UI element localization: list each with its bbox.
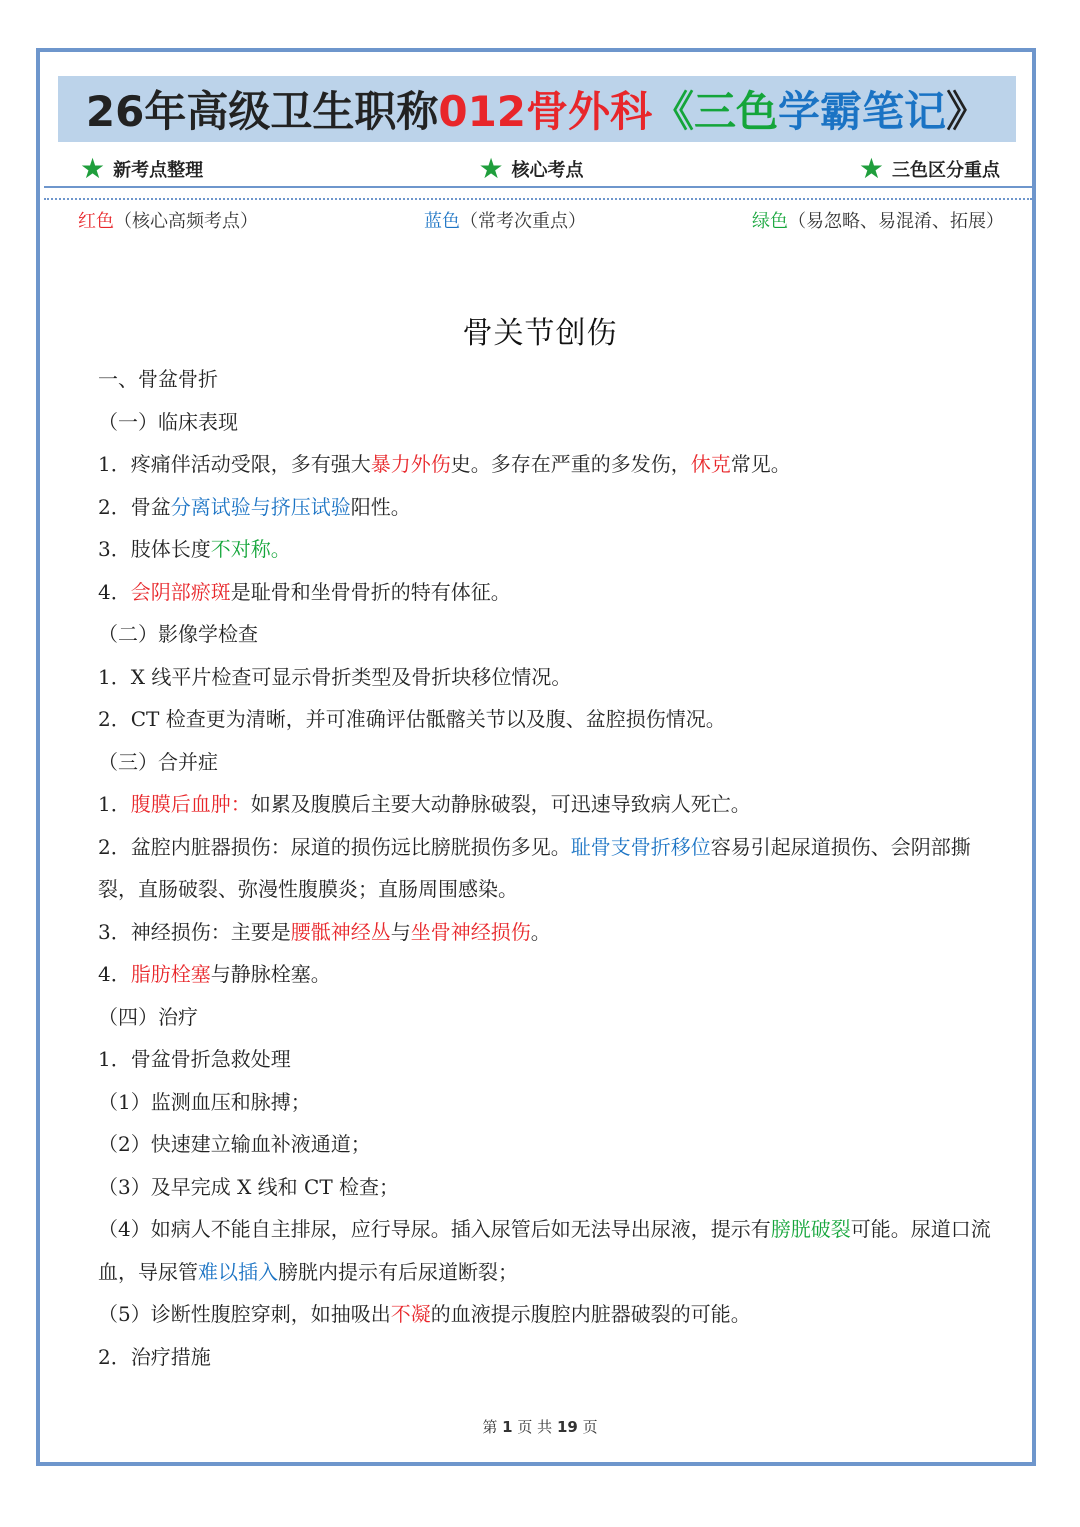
list-item: （5）诊断性腹腔穿刺，如抽吸出不凝的血液提示腹腔内脏器破裂的可能。	[98, 1302, 751, 1326]
paragraph: 1．疼痛伴活动受限，多有强大暴力外伤史。多存在严重的多发伤，休克常见。	[98, 452, 791, 476]
page-footer: 第 1 页 共 19 页	[482, 1418, 598, 1436]
paragraph: 4．脂肪栓塞与静脉栓塞。	[98, 962, 331, 986]
divider-solid	[44, 186, 1032, 188]
paragraph: 3．神经损伤：主要是腰骶神经丛与坐骨神经损伤。	[98, 919, 551, 944]
paragraph: 1．腹膜后血肿：如累及腹膜后主要大动静脉破裂，可迅速导致病人死亡。	[98, 792, 751, 816]
list-item: （4）如病人不能自主排尿，应行导尿。插入尿管后如无法导出尿液，提示有膀胱破裂可能。尿道口流血，导尿管难以插入膀胱内提示有后尿道断裂；	[98, 1217, 991, 1284]
legend-blue: 蓝色（常考次重点）	[424, 211, 586, 232]
feature-label: 新考点整理	[113, 160, 204, 181]
paragraph: 4．会阴部瘀斑是耻骨和坐骨骨折的特有体征。	[98, 579, 511, 604]
subsection-heading: （二）影像学检查	[98, 622, 258, 646]
title-part-close: 》	[946, 87, 989, 136]
paragraph: 3．肢体长度不对称。	[98, 537, 291, 561]
feature-label: 三色区分重点	[891, 160, 1000, 181]
subsection-heading: （四）治疗	[98, 1004, 198, 1029]
document-body	[98, 358, 998, 1378]
current-page: 1	[502, 1418, 513, 1436]
list-item: （2）快速建立输血补液通道；	[98, 1132, 371, 1156]
paragraph: 1．X 线平片检查可显示骨折类型及骨折块移位情况。	[98, 664, 572, 689]
section-heading: 一、骨盆骨折	[98, 367, 218, 391]
paragraph: 2．骨盆分离试验与挤压试验阳性。	[98, 494, 411, 519]
title-part-open: 《三色	[652, 87, 779, 136]
feature-row	[80, 152, 1000, 186]
title-part-notes: 学霸笔记	[778, 87, 947, 136]
document-title: 骨关节创伤	[462, 316, 618, 351]
feature-item	[478, 152, 584, 185]
header-title	[58, 76, 1016, 142]
star-icon: ★	[478, 152, 504, 185]
star-icon: ★	[858, 152, 884, 185]
list-item: （3）及早完成 X 线和 CT 检查；	[98, 1174, 400, 1199]
feature-item	[80, 152, 204, 185]
legend-red: 红色（核心高频考点）	[78, 211, 258, 232]
paragraph: 1．骨盆骨折急救处理	[98, 1047, 291, 1071]
feature-item	[858, 152, 1000, 185]
paragraph: 2．CT 检查更为清晰，并可准确评估骶髂关节以及腹、盆腔损伤情况。	[98, 707, 726, 731]
paragraph: 2．治疗措施	[98, 1344, 211, 1369]
list-item: （1）监测血压和脉搏；	[98, 1089, 311, 1114]
divider-dotted	[44, 198, 1032, 200]
subsection-heading: （三）合并症	[98, 749, 218, 774]
star-icon: ★	[80, 152, 106, 185]
title-part-year: 26年高级卫生职称	[85, 87, 439, 136]
legend-green: 绿色（易忽略、易混淆、拓展）	[752, 211, 1004, 232]
feature-label: 核心考点	[511, 160, 584, 181]
total-pages: 19	[556, 1418, 578, 1436]
title-part-subject: 012骨外科	[438, 87, 653, 136]
color-legend	[78, 206, 1004, 234]
subsection-heading: （一）临床表现	[98, 409, 238, 434]
paragraph: 2．盆腔内脏器损伤：尿道的损伤远比膀胱损伤多见。耻骨支骨折移位容易引起尿道损伤、会阴部撕裂，直肠破裂、弥漫性腹膜炎；直肠周围感染。	[98, 834, 971, 901]
